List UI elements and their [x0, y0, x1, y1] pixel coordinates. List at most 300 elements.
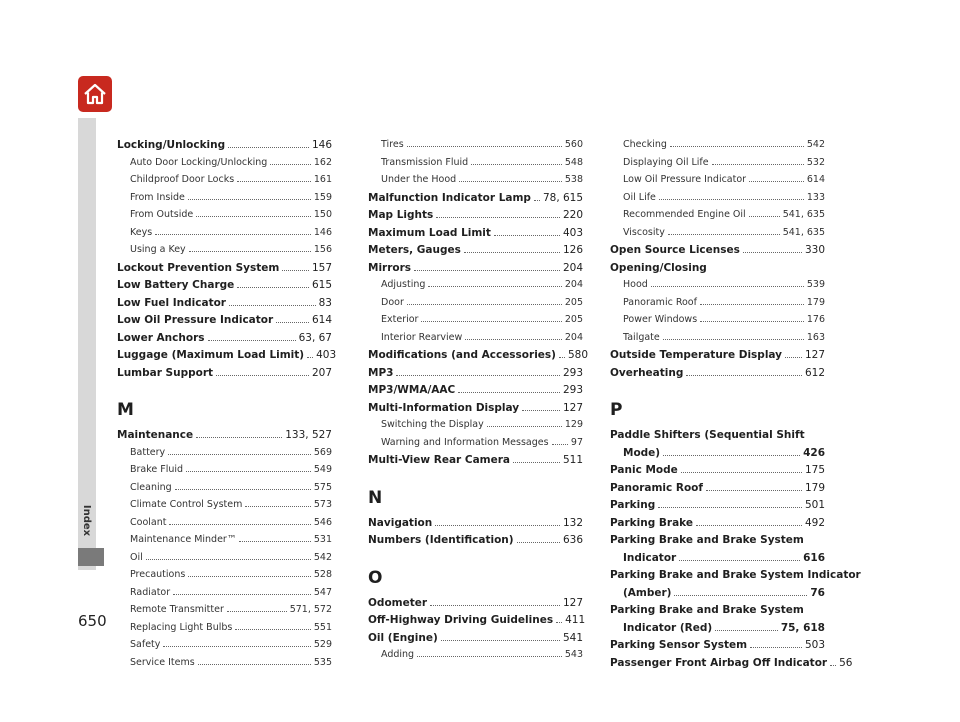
entry-term: Low Battery Charge: [117, 279, 235, 291]
entry-term: Coolant: [130, 516, 167, 528]
section-letter: M: [117, 400, 134, 420]
entry-term: Interior Rearview: [381, 331, 463, 343]
page-reference[interactable]: 207: [311, 366, 332, 379]
index-entry: [368, 384, 583, 402]
entry-term: Maximum Load Limit: [368, 226, 491, 239]
index-subentry: [610, 297, 825, 315]
entry-term: Mode): [623, 446, 661, 459]
sidebar-marker: [78, 548, 104, 566]
page-reference[interactable]: 129: [564, 419, 583, 430]
dot-leader: [651, 286, 804, 287]
entry-term: Panoramic Roof: [623, 296, 697, 308]
page-reference[interactable]: 293: [562, 384, 583, 396]
dot-leader: [674, 595, 807, 596]
dot-leader: [686, 375, 802, 376]
index-tab[interactable]: Index: [81, 504, 93, 536]
section-letter: P: [610, 400, 623, 420]
page-reference[interactable]: 560: [564, 139, 583, 150]
index-subentry: [117, 174, 332, 192]
entry-term: Childproof Door Locks: [130, 174, 235, 185]
dot-leader: [407, 304, 562, 305]
dot-leader: [534, 200, 540, 201]
entry-term: Door: [381, 296, 404, 308]
entry-term: Tires: [381, 139, 404, 150]
page-reference[interactable]: 503: [804, 639, 825, 651]
page-reference[interactable]: 293: [562, 366, 583, 379]
page-reference[interactable]: 97: [570, 436, 583, 448]
index-entry: [610, 464, 825, 482]
index-column-2: [368, 139, 589, 667]
page-reference[interactable]: 205: [564, 314, 583, 325]
entry-term: Maintenance: [117, 429, 194, 441]
dot-leader: [175, 489, 311, 490]
dot-leader: [706, 490, 802, 491]
section-letter: O: [368, 567, 383, 588]
entry-term: Locking/Unlocking: [117, 139, 226, 151]
dot-leader: [670, 146, 804, 147]
index-entry: [610, 587, 825, 605]
page-reference[interactable]: 614: [806, 174, 825, 185]
dot-leader: [414, 270, 560, 271]
dot-leader: [513, 462, 560, 463]
dot-leader: [749, 181, 804, 182]
page-reference[interactable]: 204: [562, 261, 583, 274]
index-entry: [117, 367, 332, 385]
dot-leader: [715, 630, 778, 631]
page-reference[interactable]: 547: [313, 586, 332, 598]
entry-term: Lockout Prevention System: [117, 261, 280, 274]
page-reference[interactable]: 157: [311, 261, 332, 274]
index-subentry: [368, 419, 583, 437]
index-entry: [368, 244, 583, 262]
dot-leader: [436, 217, 560, 218]
entry-term: Meters, Gauges: [368, 244, 461, 256]
index-subentry: [117, 157, 332, 175]
entry-term: Modifications (and Accessories): [368, 349, 556, 361]
index-subentry: [610, 192, 825, 210]
dot-leader: [163, 646, 310, 647]
entry-term: Map Lights: [368, 209, 434, 221]
dot-leader: [522, 410, 560, 411]
dot-leader: [168, 454, 311, 455]
index-subentry: [610, 157, 825, 175]
page-reference[interactable]: 63, 67: [298, 331, 332, 344]
index-entry: [610, 447, 825, 465]
entry-term: Adding: [381, 649, 415, 660]
dot-leader: [559, 357, 565, 358]
index-subentry: [117, 552, 332, 570]
dot-leader: [663, 455, 800, 456]
entry-term: Oil: [130, 551, 143, 563]
index-entry: [117, 332, 332, 350]
dot-leader: [830, 665, 836, 666]
page-reference[interactable]: 549: [313, 464, 332, 475]
entry-term: Transmission Fluid: [381, 156, 469, 168]
dot-leader: [471, 164, 562, 165]
index-entry: [610, 517, 825, 535]
dot-leader: [459, 181, 562, 182]
index-subentry: [117, 447, 332, 465]
dot-leader: [189, 251, 311, 252]
page-reference[interactable]: 539: [806, 279, 825, 290]
page-reference[interactable]: 546: [313, 516, 332, 528]
section-letter: N: [368, 487, 383, 508]
index-entry: [610, 244, 825, 262]
entry-term: Cleaning: [130, 481, 172, 493]
entry-term: Oil (Engine): [368, 631, 438, 644]
index-heading: Parking Brake and Brake System: [610, 534, 804, 546]
index-subentry: [368, 297, 583, 315]
entry-term: Tailgate: [623, 331, 660, 343]
page-reference[interactable]: 163: [806, 331, 825, 343]
dot-leader: [464, 252, 560, 253]
page-reference[interactable]: 150: [313, 209, 332, 220]
entry-term: Multi-Information Display: [368, 401, 520, 414]
entry-term: Under the Hood: [381, 174, 457, 185]
dot-leader: [421, 321, 561, 322]
page-reference[interactable]: 543: [564, 649, 583, 660]
entry-term: Maintenance Minder™: [130, 534, 237, 545]
entry-term: Climate Control System: [130, 499, 243, 510]
entry-term: Warning and Information Messages: [381, 436, 549, 448]
dot-leader: [237, 287, 309, 288]
dot-leader: [173, 594, 311, 595]
page-reference[interactable]: 411: [565, 614, 586, 626]
dot-leader: [663, 339, 804, 340]
index-heading: Opening/Closing: [610, 261, 707, 274]
page-reference[interactable]: 127: [562, 596, 583, 609]
index-column-1: [117, 139, 337, 674]
index-entry: [117, 429, 332, 447]
entry-term: MP3/WMA/AAC: [368, 384, 456, 396]
page-reference[interactable]: 541, 635: [782, 209, 825, 220]
entry-term: Lower Anchors: [117, 331, 205, 344]
index-subentry: [610, 209, 825, 227]
page-reference[interactable]: 204: [564, 279, 583, 290]
dot-leader: [679, 560, 800, 561]
dot-leader: [169, 524, 310, 525]
index-entry: [610, 482, 825, 500]
dot-leader: [487, 426, 562, 427]
dot-leader: [239, 541, 311, 542]
dot-leader: [750, 647, 802, 648]
dot-leader: [681, 472, 802, 473]
dot-leader: [186, 471, 311, 472]
entry-term: Panoramic Roof: [610, 481, 703, 494]
index-subentry: [117, 534, 332, 552]
home-icon: [83, 83, 107, 105]
page-reference[interactable]: 403: [562, 226, 583, 239]
page-reference[interactable]: 127: [562, 401, 583, 414]
index-heading: Parking Brake and Brake System: [610, 604, 804, 616]
dot-leader: [198, 664, 311, 665]
page-number: 650: [78, 612, 107, 630]
index-subentry: [117, 657, 332, 675]
page-reference[interactable]: 56: [839, 656, 853, 669]
index-subentry: [368, 649, 583, 667]
page-reference[interactable]: 179: [806, 296, 825, 308]
index-subentry: [117, 499, 332, 517]
page-reference[interactable]: 179: [804, 481, 825, 494]
page-reference[interactable]: 146: [311, 139, 332, 151]
index-entry: [117, 139, 332, 157]
page-reference[interactable]: 78, 615: [542, 191, 584, 204]
dot-leader: [659, 199, 804, 200]
entry-term: Battery: [130, 446, 166, 458]
page-reference[interactable]: 132: [562, 516, 583, 529]
entry-term: Passenger Front Airbag Off Indicator: [610, 656, 828, 669]
index-entry: [117, 279, 332, 297]
page-reference[interactable]: 571, 572: [289, 604, 332, 615]
dot-leader: [749, 216, 780, 217]
index-subentry: [117, 517, 332, 535]
entry-term: Luggage (Maximum Load Limit): [117, 349, 305, 361]
page-reference[interactable]: 127: [804, 349, 825, 361]
dot-leader: [494, 235, 560, 236]
entry-term: Numbers (Identification): [368, 534, 514, 546]
page-reference[interactable]: 529: [313, 639, 332, 650]
index-subentry: [368, 332, 583, 350]
page-reference[interactable]: 614: [311, 314, 332, 326]
dot-leader: [785, 357, 802, 358]
entry-term: Overheating: [610, 366, 684, 379]
entry-term: Oil Life: [623, 191, 656, 203]
entry-term: Panic Mode: [610, 464, 678, 476]
entry-term: Checking: [623, 139, 667, 150]
home-button[interactable]: [78, 76, 112, 112]
dot-leader: [270, 164, 311, 165]
entry-term: Parking Brake: [610, 516, 693, 529]
index-entry: [368, 614, 586, 632]
page-reference[interactable]: 531: [313, 534, 332, 545]
entry-term: Indicator: [623, 551, 677, 564]
page-reference[interactable]: 175: [804, 464, 825, 476]
dot-leader: [196, 437, 282, 438]
page-reference[interactable]: 403: [316, 349, 337, 361]
dot-leader: [155, 234, 311, 235]
index-subentry: [117, 192, 332, 210]
entry-term: Low Fuel Indicator: [117, 296, 226, 309]
dot-leader: [229, 305, 316, 306]
entry-term: Safety: [130, 639, 161, 650]
dot-leader: [196, 216, 311, 217]
entry-term: From Inside: [130, 191, 185, 203]
page-reference[interactable]: 492: [804, 516, 825, 529]
page-reference[interactable]: 176: [806, 314, 825, 325]
dot-leader: [700, 321, 804, 322]
page-reference[interactable]: 76: [810, 586, 825, 599]
index-subentry: [117, 227, 332, 245]
index-entry: [117, 297, 332, 315]
page-reference[interactable]: 83: [318, 296, 332, 309]
entry-term: Off-Highway Driving Guidelines: [368, 614, 554, 626]
entry-term: Exterior: [381, 314, 419, 325]
index-heading: Paddle Shifters (Sequential Shift: [610, 429, 805, 441]
index-subentry: [117, 587, 332, 605]
index-subentry: [117, 244, 332, 262]
page-reference[interactable]: 501: [804, 499, 825, 511]
dot-leader: [658, 507, 802, 508]
entry-term: Navigation: [368, 516, 433, 529]
page-reference[interactable]: 616: [803, 551, 825, 564]
page-reference[interactable]: 541: [562, 631, 583, 644]
page-reference[interactable]: 146: [313, 226, 332, 238]
index-entry: [610, 622, 825, 640]
index-subentry: [368, 279, 583, 297]
page-reference[interactable]: 580: [567, 349, 589, 361]
index-subentry: [610, 314, 825, 332]
index-subentry: [610, 174, 825, 192]
index-entry: [117, 262, 332, 280]
entry-term: Adjusting: [381, 279, 426, 290]
page-reference[interactable]: 205: [564, 296, 583, 308]
dot-leader: [237, 181, 311, 182]
dot-leader: [712, 164, 804, 165]
page-reference[interactable]: 426: [803, 446, 825, 459]
page-reference[interactable]: 133, 527: [285, 429, 332, 441]
index-subentry: [117, 639, 332, 657]
page-reference[interactable]: 330: [804, 244, 825, 256]
page-reference[interactable]: 541, 635: [782, 226, 825, 238]
entry-term: Indicator (Red): [623, 621, 713, 634]
dot-leader: [552, 444, 568, 445]
index-subentry: [117, 569, 332, 587]
page-reference[interactable]: 220: [562, 209, 583, 221]
index-entry: [368, 517, 583, 535]
index-entry: [368, 402, 583, 420]
dot-leader: [407, 146, 562, 147]
index-entry: [610, 639, 825, 657]
index-subentry: [117, 622, 332, 640]
dot-leader: [276, 322, 309, 323]
index-subentry: [117, 482, 332, 500]
page-reference[interactable]: 575: [313, 481, 332, 493]
dot-leader: [517, 542, 560, 543]
index-entry: [610, 349, 825, 367]
index-subentry: [610, 227, 825, 245]
entry-term: Outside Temperature Display: [610, 349, 783, 361]
index-heading: Parking Brake and Brake System Indicator: [610, 569, 861, 581]
dot-leader: [396, 375, 560, 376]
index-entry: [368, 349, 589, 367]
dot-leader: [458, 392, 560, 393]
entry-term: Odometer: [368, 596, 428, 609]
page-reference[interactable]: 542: [806, 139, 825, 150]
dot-leader: [743, 252, 802, 253]
page-reference[interactable]: 532: [806, 156, 825, 168]
entry-term: Parking: [610, 499, 656, 511]
page-reference[interactable]: 126: [562, 244, 583, 256]
page-reference[interactable]: 612: [804, 366, 825, 379]
entry-term: Low Oil Pressure Indicator: [623, 174, 747, 185]
index-entry: [368, 192, 583, 210]
dot-leader: [428, 286, 561, 287]
page-reference[interactable]: 156: [313, 244, 332, 255]
page-reference[interactable]: 528: [313, 569, 332, 580]
index-entry: [368, 534, 583, 552]
entry-term: Keys: [130, 226, 153, 238]
index-entry: [610, 499, 825, 517]
index-entry: [610, 552, 825, 570]
page-reference[interactable]: 569: [313, 446, 332, 458]
page-reference[interactable]: 551: [313, 621, 332, 633]
index-subentry: [368, 174, 583, 192]
index-subentry: [117, 209, 332, 227]
entry-term: (Amber): [623, 586, 672, 599]
dot-leader: [282, 270, 309, 271]
dot-leader: [465, 339, 562, 340]
dot-leader: [216, 375, 309, 376]
dot-leader: [417, 656, 562, 657]
dot-leader: [228, 147, 309, 148]
index-entry: [368, 227, 583, 245]
entry-term: Recommended Engine Oil: [623, 209, 746, 220]
page-reference[interactable]: 159: [313, 191, 332, 203]
entry-term: Brake Fluid: [130, 464, 184, 475]
entry-term: From Outside: [130, 209, 194, 220]
entry-term: MP3: [368, 366, 394, 379]
index-entry: [368, 632, 583, 650]
page-reference[interactable]: 538: [564, 174, 583, 185]
entry-term: Hood: [623, 279, 648, 290]
entry-term: Malfunction Indicator Lamp: [368, 191, 531, 204]
page-reference[interactable]: 542: [313, 551, 332, 563]
page-reference[interactable]: 615: [311, 279, 332, 291]
entry-term: Parking Sensor System: [610, 639, 748, 651]
index-subentry: [368, 437, 583, 455]
page-reference[interactable]: 75, 618: [780, 621, 825, 634]
index-column-3: [610, 139, 861, 674]
entry-term: Lumbar Support: [117, 366, 214, 379]
index-entry: [368, 454, 583, 472]
dot-leader: [441, 640, 560, 641]
entry-term: Low Oil Pressure Indicator: [117, 314, 274, 326]
dot-leader: [227, 611, 287, 612]
entry-term: Switching the Display: [381, 419, 484, 430]
page-reference[interactable]: 161: [313, 174, 332, 185]
dot-leader: [146, 559, 311, 560]
entry-term: Auto Door Locking/Unlocking: [130, 156, 268, 168]
index-entry: [117, 349, 337, 367]
dot-leader: [188, 199, 311, 200]
page-reference[interactable]: 511: [562, 454, 583, 466]
page-reference[interactable]: 133: [806, 191, 825, 203]
index-subentry: [368, 314, 583, 332]
entry-term: Displaying Oil Life: [623, 156, 709, 168]
page-reference[interactable]: 636: [562, 534, 583, 546]
index-entry: [117, 314, 332, 332]
entry-term: Power Windows: [623, 314, 698, 325]
dot-leader: [700, 304, 804, 305]
entry-term: Mirrors: [368, 261, 412, 274]
index-entry: [368, 209, 583, 227]
index-subentry: [610, 139, 825, 157]
page-reference[interactable]: 548: [564, 156, 583, 168]
page-reference[interactable]: 535: [313, 656, 332, 668]
entry-term: Service Items: [130, 656, 195, 668]
entry-term: Replacing Light Bulbs: [130, 621, 233, 633]
index-subentry: [368, 139, 583, 157]
page-reference[interactable]: 573: [313, 499, 332, 510]
dot-leader: [188, 576, 311, 577]
page-reference[interactable]: 204: [564, 331, 583, 343]
index-subentry: [610, 279, 825, 297]
dot-leader: [696, 525, 802, 526]
dot-leader: [208, 340, 296, 341]
page-reference[interactable]: 162: [313, 156, 332, 168]
index-subentry: [610, 332, 825, 350]
dot-leader: [668, 234, 780, 235]
